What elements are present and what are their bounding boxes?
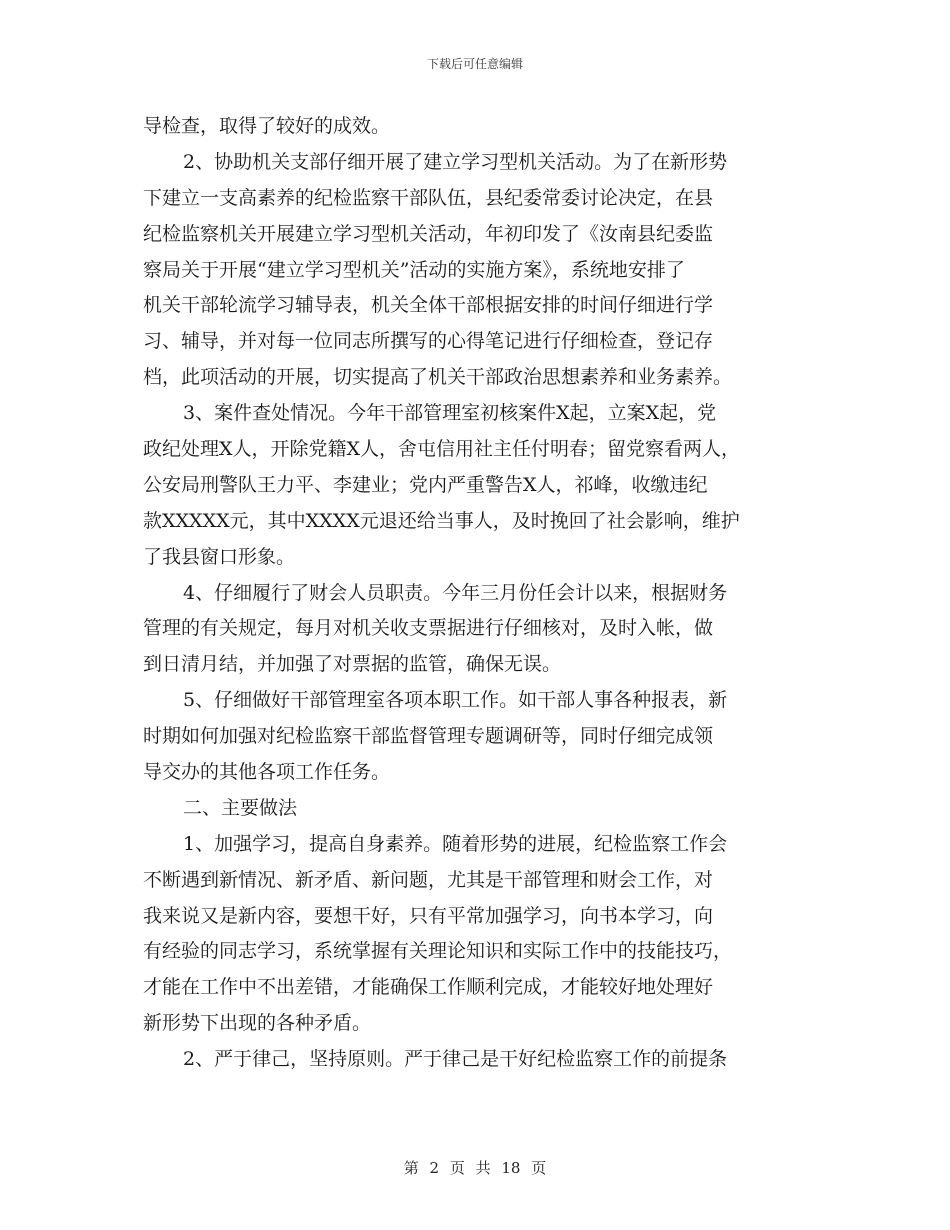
text-line: 政纪处理X人，开除党籍X人，舍屯信用社主任付明春；留党察看两人， — [143, 438, 741, 461]
text-line: 纪检监察机关开展建立学习型机关活动，年初印发了《汝南县纪委监 — [143, 222, 714, 245]
text-line: 习、辅导，并对每一位同志所撰写的心得笔记进行仔细检查，登记存 — [143, 330, 714, 353]
text-line: 到日清月结，并加强了对票据的监管，确保无误。 — [143, 653, 562, 676]
text-line: 1、加强学习，提高自身素养。随着形势的进展，纪检监察工作会 — [183, 832, 728, 855]
text-line: 档，此项活动的开展，切实提高了机关干部政治思想素养和业务素养。 — [143, 366, 733, 389]
text-line: 察局关于开展“建立学习型机关”活动的实施方案》，系统地安排了 — [143, 258, 685, 281]
text-line: 新形势下出现的各种矛盾。 — [143, 1012, 372, 1035]
text-line: 导检查，取得了较好的成效。 — [143, 115, 391, 137]
section-heading: 二、主要做法 — [183, 796, 298, 819]
text-line: 款XXXXX元，其中XXXX元退还给当事人，及时挽回了社会影响，维护 — [143, 509, 740, 532]
text-line: 时期如何加强对纪检监察干部监督管理专题调研等，同时仔细完成领 — [143, 725, 714, 748]
page-header: 下载后可任意编辑 — [426, 57, 523, 71]
text-line: 管理的有关规定，每月对机关收支票据进行仔细核对，及时入帐，做 — [143, 617, 714, 640]
text-line: 公安局刑警队王力平、李建业；党内严重警告X人，祁峰，收缴违纪 — [143, 473, 708, 496]
text-line: 我来说又是新内容，要想干好，只有平常加强学习，向书本学习，向 — [143, 904, 714, 927]
text-line: 机关干部轮流学习辅导表，机关全体干部根据安排的时间仔细进行学 — [143, 294, 714, 317]
text-line: 了我县窗口形象。 — [143, 545, 296, 568]
document-body — [143, 109, 813, 1078]
text-line: 导交办的其他各项工作任务。 — [143, 761, 391, 784]
text-line: 5、仔细做好干部管理室各项本职工作。如干部人事各种报表，新 — [183, 689, 728, 712]
text-line: 4、仔细履行了财会人员职责。今年三月份任会计以来，根据财务 — [183, 581, 728, 604]
text-line: 2、协助机关支部仔细开展了建立学习型机关活动。为了在新形势 — [183, 150, 728, 173]
text-line: 才能在工作中不出差错，才能确保工作顺利完成，才能较好地处理好 — [143, 976, 714, 999]
text-line: 2、严于律己，坚持原则。严于律己是干好纪检监察工作的前提条 — [183, 1048, 728, 1071]
text-line: 3、案件查处情况。今年干部管理室初核案件X起，立案X起，党 — [183, 402, 717, 425]
text-line: 下建立一支高素养的纪检监察干部队伍，县纪委常委讨论决定，在县 — [143, 186, 714, 209]
text-line: 有经验的同志学习，系统掌握有关理论知识和实际工作中的技能技巧， — [143, 940, 733, 963]
page-number-footer: 第 2 页 共 18 页 — [403, 1159, 547, 1177]
text-line: 不断遇到新情况、新矛盾、新问题，尤其是干部管理和财会工作，对 — [143, 868, 714, 891]
